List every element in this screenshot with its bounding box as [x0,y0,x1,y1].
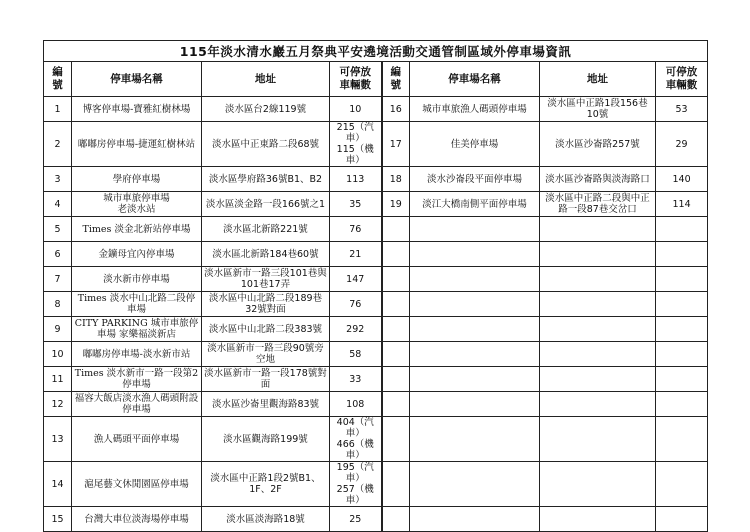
cell-no: 11 [44,367,72,392]
cell-no: 1 [44,97,72,122]
cell-count: 76 [330,217,382,242]
table-row [44,167,708,192]
cell-address [540,242,656,267]
cell-name: 淡水沙崙段平面停車場 [410,167,540,192]
cell-no: 12 [44,392,72,417]
cell-address [540,342,656,367]
cell-count [656,392,708,417]
cell-address: 淡水區中山北路二段383號 [202,317,330,342]
cell-count: 140 [656,167,708,192]
cell-name [410,462,540,507]
cell-count [656,507,708,532]
cell-name: 嘟嘟房停車場-淡水新市站 [72,342,202,367]
cell-address: 淡水區北新路184巷60號 [202,242,330,267]
cell-name: 台灣大車位淡海場停車場 [72,507,202,532]
cell-name [410,217,540,242]
cell-count [656,462,708,507]
cell-address: 淡水區沙崙路257號 [540,122,656,167]
cell-no: 7 [44,267,72,292]
cell-address: 淡水區沙崙里觀海路83號 [202,392,330,417]
table-row [44,392,708,417]
cell-no: 8 [44,292,72,317]
cell-name [410,367,540,392]
table-row [44,192,708,217]
cell-name: 淡江大橋南側平面停車場 [410,192,540,217]
cell-address: 淡水區北新路221號 [202,217,330,242]
title-row [44,41,708,62]
table-row [44,417,708,462]
cell-name [410,507,540,532]
cell-name: 城市車旅停車場 老淡水站 [72,192,202,217]
cell-count: 215（汽車） 115（機車） [330,122,382,167]
cell-no [382,342,410,367]
table-row [44,267,708,292]
table-row [44,242,708,267]
cell-address: 淡水區新市一路一段178號對面 [202,367,330,392]
header-count: 可停放 車輛數 [330,62,382,97]
cell-address: 淡水區新市一路三段90號旁空地 [202,342,330,367]
cell-count: 53 [656,97,708,122]
cell-address [540,392,656,417]
cell-name: 學府停車場 [72,167,202,192]
cell-no: 15 [44,507,72,532]
cell-name [410,392,540,417]
header-row [44,62,708,97]
cell-no [382,507,410,532]
cell-count: 29 [656,122,708,167]
cell-address: 淡水區學府路36號B1、B2 [202,167,330,192]
cell-no: 6 [44,242,72,267]
cell-name: Times 淡水中山北路二段停車場 [72,292,202,317]
cell-name: Times 淡水新市一路一段第2停車場 [72,367,202,392]
cell-no: 14 [44,462,72,507]
parking-table [43,40,708,532]
table-row [44,317,708,342]
cell-no: 4 [44,192,72,217]
cell-address [540,507,656,532]
cell-count: 108 [330,392,382,417]
cell-count: 147 [330,267,382,292]
cell-no [382,242,410,267]
header-address: 地址 [540,62,656,97]
cell-count: 404（汽車） 466（機車） [330,417,382,462]
cell-address: 淡水區新市一路三段101巷與101巷17弄 [202,267,330,292]
cell-address: 淡水區台2線119號 [202,97,330,122]
cell-address [540,292,656,317]
cell-count [656,267,708,292]
cell-name: 博客停車場-寶雅紅樹林場 [72,97,202,122]
cell-name: 漁人碼頭平面停車場 [72,417,202,462]
table-row [44,292,708,317]
cell-count: 76 [330,292,382,317]
cell-count: 25 [330,507,382,532]
cell-no [382,392,410,417]
cell-count [656,242,708,267]
table-row [44,217,708,242]
header-name: 停車場名稱 [410,62,540,97]
page-title: 115年淡水清水巖五月祭典平安遶境活動交通管制區域外停車場資訊 [44,41,708,62]
cell-address [540,317,656,342]
cell-address: 淡水區中正東路二段68號 [202,122,330,167]
cell-count: 21 [330,242,382,267]
cell-no: 3 [44,167,72,192]
cell-address: 淡水區中正路1段156巷10號 [540,97,656,122]
cell-address: 淡水區觀海路199號 [202,417,330,462]
cell-no [382,292,410,317]
table-row [44,367,708,392]
cell-name: CITY PARKING 城市車旅停車場 家樂福淡新店 [72,317,202,342]
cell-address [540,417,656,462]
cell-count: 35 [330,192,382,217]
cell-name [410,242,540,267]
cell-no: 2 [44,122,72,167]
cell-count: 33 [330,367,382,392]
cell-count: 58 [330,342,382,367]
cell-no: 19 [382,192,410,217]
cell-name: 嘟嘟房停車場-捷運紅樹林站 [72,122,202,167]
cell-count [656,417,708,462]
cell-no [382,367,410,392]
cell-count: 292 [330,317,382,342]
cell-count [656,317,708,342]
cell-no: 16 [382,97,410,122]
table-row [44,462,708,507]
cell-count: 195（汽車） 257（機車） [330,462,382,507]
header-address: 地址 [202,62,330,97]
cell-name: 滬尾藝文休閒園區停車場 [72,462,202,507]
cell-no: 18 [382,167,410,192]
header-name: 停車場名稱 [72,62,202,97]
cell-name: Times 淡金北新站停車場 [72,217,202,242]
cell-no: 13 [44,417,72,462]
cell-no [382,217,410,242]
cell-count [656,217,708,242]
cell-name: 佳美停車場 [410,122,540,167]
cell-address: 淡水區中山北路二段189巷32號對面 [202,292,330,317]
cell-no [382,267,410,292]
cell-name [410,317,540,342]
header-no: 編 號 [382,62,410,97]
cell-name [410,342,540,367]
cell-name [410,417,540,462]
cell-address [540,367,656,392]
cell-address: 淡水區淡金路一段166號之1 [202,192,330,217]
cell-name: 城市車旅漁人碼頭停車場 [410,97,540,122]
cell-count: 113 [330,167,382,192]
cell-no [382,462,410,507]
cell-no: 5 [44,217,72,242]
cell-count: 10 [330,97,382,122]
table-row [44,342,708,367]
cell-name [410,267,540,292]
cell-no [382,317,410,342]
cell-name: 淡水新市停車場 [72,267,202,292]
cell-address [540,462,656,507]
cell-count [656,292,708,317]
cell-no [382,417,410,462]
cell-address: 淡水區沙崙路與淡海路口 [540,167,656,192]
cell-address [540,217,656,242]
table-row [44,122,708,167]
cell-no: 10 [44,342,72,367]
header-no: 編 號 [44,62,72,97]
cell-address [540,267,656,292]
header-count: 可停放 車輛數 [656,62,708,97]
parking-info-sheet [43,40,707,525]
cell-address: 淡水區淡海路18號 [202,507,330,532]
cell-address: 淡水區中正路1段2號B1、1F、2F [202,462,330,507]
cell-name: 福容大飯店淡水漁人碼頭附設停車場 [72,392,202,417]
table-row [44,507,708,532]
cell-no: 17 [382,122,410,167]
table-row [44,97,708,122]
cell-address: 淡水區中正路二段與中正路一段87巷交岔口 [540,192,656,217]
cell-name [410,292,540,317]
cell-name: 金鑛母宜內停車場 [72,242,202,267]
cell-no: 9 [44,317,72,342]
cell-count: 114 [656,192,708,217]
cell-count [656,342,708,367]
cell-count [656,367,708,392]
